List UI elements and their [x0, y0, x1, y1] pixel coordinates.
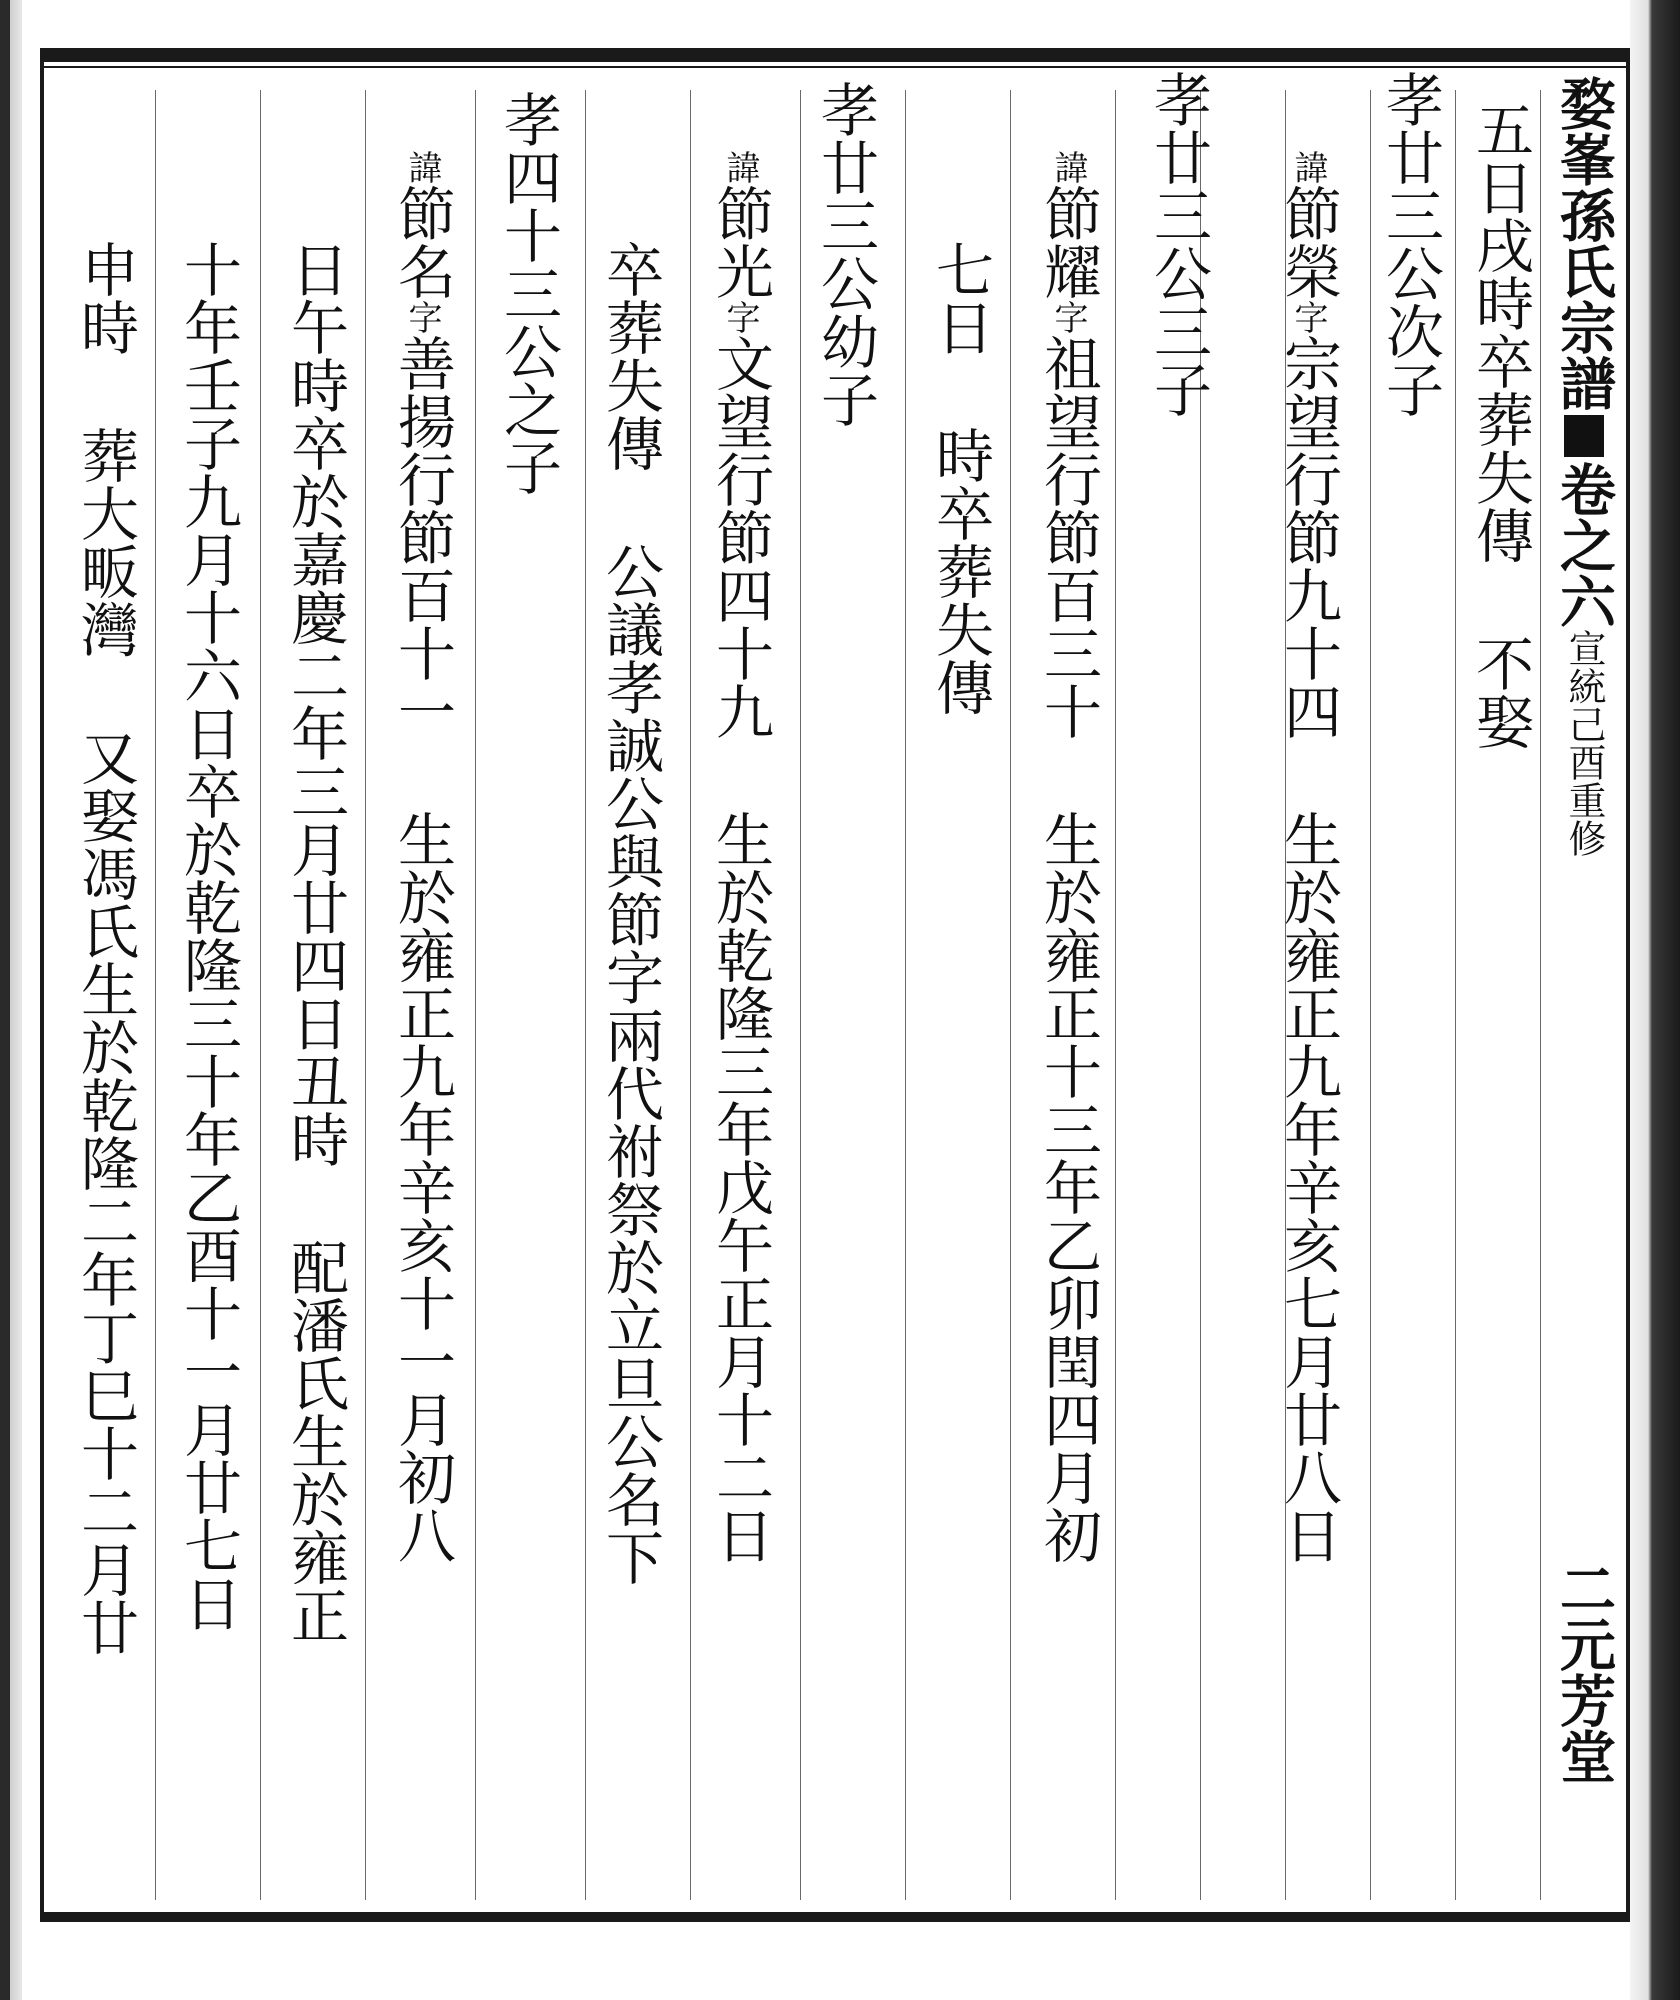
text-column-8 [690, 150, 790, 1564]
text-column-10 [478, 90, 578, 496]
column-text: 善揚行節百十一 [388, 334, 456, 740]
column-text: 孝廿三公次子 [1376, 70, 1444, 418]
column-text: 生於乾隆三年戊午正月十二日 [706, 810, 774, 1564]
column-text: 文望行節四十九 [706, 334, 774, 740]
edition-label: 宣統己酉重修 [1562, 629, 1606, 857]
fish-tail-mark [1564, 415, 1604, 457]
column-text: 孝廿三公三子 [1144, 70, 1212, 418]
text-column-13 [158, 240, 258, 1632]
top-border [40, 48, 1630, 62]
text-column-3 [1258, 150, 1358, 1564]
page-number [1546, 1560, 1622, 1784]
text-column-1 [1450, 100, 1550, 750]
column-text: 申時 [71, 240, 139, 356]
column-text: 五日戌時卒葬失傳 [1466, 100, 1534, 564]
text-column-9 [580, 240, 680, 1586]
column-text: 葬大畈灣 [71, 426, 139, 658]
column-text: 節名 [388, 184, 456, 300]
style-name-marker: 字 [1048, 300, 1088, 334]
taboo-name-marker: 諱 [402, 150, 442, 184]
text-column-6 [910, 240, 1010, 716]
column-divider [475, 90, 476, 1900]
style-name-marker: 字 [720, 300, 760, 334]
header-column [1546, 75, 1622, 857]
column-divider [905, 90, 906, 1900]
taboo-name-marker: 諱 [1048, 150, 1088, 184]
column-text: 祖望行節百三十 [1034, 334, 1102, 740]
column-text: 孝四十三公之子 [494, 90, 562, 496]
column-text: 不娶 [1466, 634, 1534, 750]
text-column-14 [55, 240, 155, 1656]
column-divider [1010, 90, 1011, 1900]
text-column-4 [1128, 70, 1228, 418]
column-text: 時卒葬失傳 [926, 426, 994, 716]
column-text: 又娶馮氏生於乾隆二年丁巳十二月廿 [71, 728, 139, 1656]
book-gutter [1630, 0, 1680, 2000]
column-text: 生於雍正九年辛亥十一月初八 [388, 810, 456, 1564]
adjacent-page-edge [0, 0, 22, 2000]
taboo-name-marker: 諱 [1288, 150, 1328, 184]
text-column-2 [1360, 70, 1460, 418]
column-divider [365, 90, 366, 1900]
genealogy-title: 婺峯孫氏宗譜 [1551, 75, 1617, 411]
text-column-7 [795, 80, 895, 428]
column-text: 卒葬失傳 [596, 240, 664, 472]
style-name-marker: 字 [1288, 300, 1328, 334]
column-text: 節耀 [1034, 184, 1102, 300]
column-divider [155, 90, 156, 1900]
column-text: 日午時卒於嘉慶二年三月廿四日丑時 [281, 240, 349, 1168]
column-text: 宗望行節九十四 [1274, 334, 1342, 740]
column-text: 節榮 [1274, 184, 1342, 300]
column-text: 節光 [706, 184, 774, 300]
column-text: 孝廿三公幼子 [811, 80, 879, 428]
taboo-name-marker: 諱 [720, 150, 760, 184]
column-text: 公議孝誠公與節字兩代祔祭於立旦公名下 [596, 542, 664, 1586]
column-text: 生於雍正九年辛亥七月廿八日 [1274, 810, 1342, 1564]
text-column-5 [1018, 150, 1118, 1564]
text-column-12 [265, 240, 365, 1644]
column-text: 生於雍正十三年乙卯閏四月初 [1034, 810, 1102, 1564]
bottom-border [40, 1912, 1630, 1922]
column-divider [260, 90, 261, 1900]
page-label: 二元芳堂 [1551, 1560, 1617, 1784]
column-text: 七日 [926, 240, 994, 356]
column-text: 十年壬子九月十六日卒於乾隆三十年乙酉十一月廿七日 [174, 240, 242, 1632]
volume-label: 卷之六 [1551, 461, 1617, 629]
text-column-11 [372, 150, 472, 1564]
style-name-marker: 字 [402, 300, 442, 334]
column-text: 配潘氏生於雍正 [281, 1238, 349, 1644]
